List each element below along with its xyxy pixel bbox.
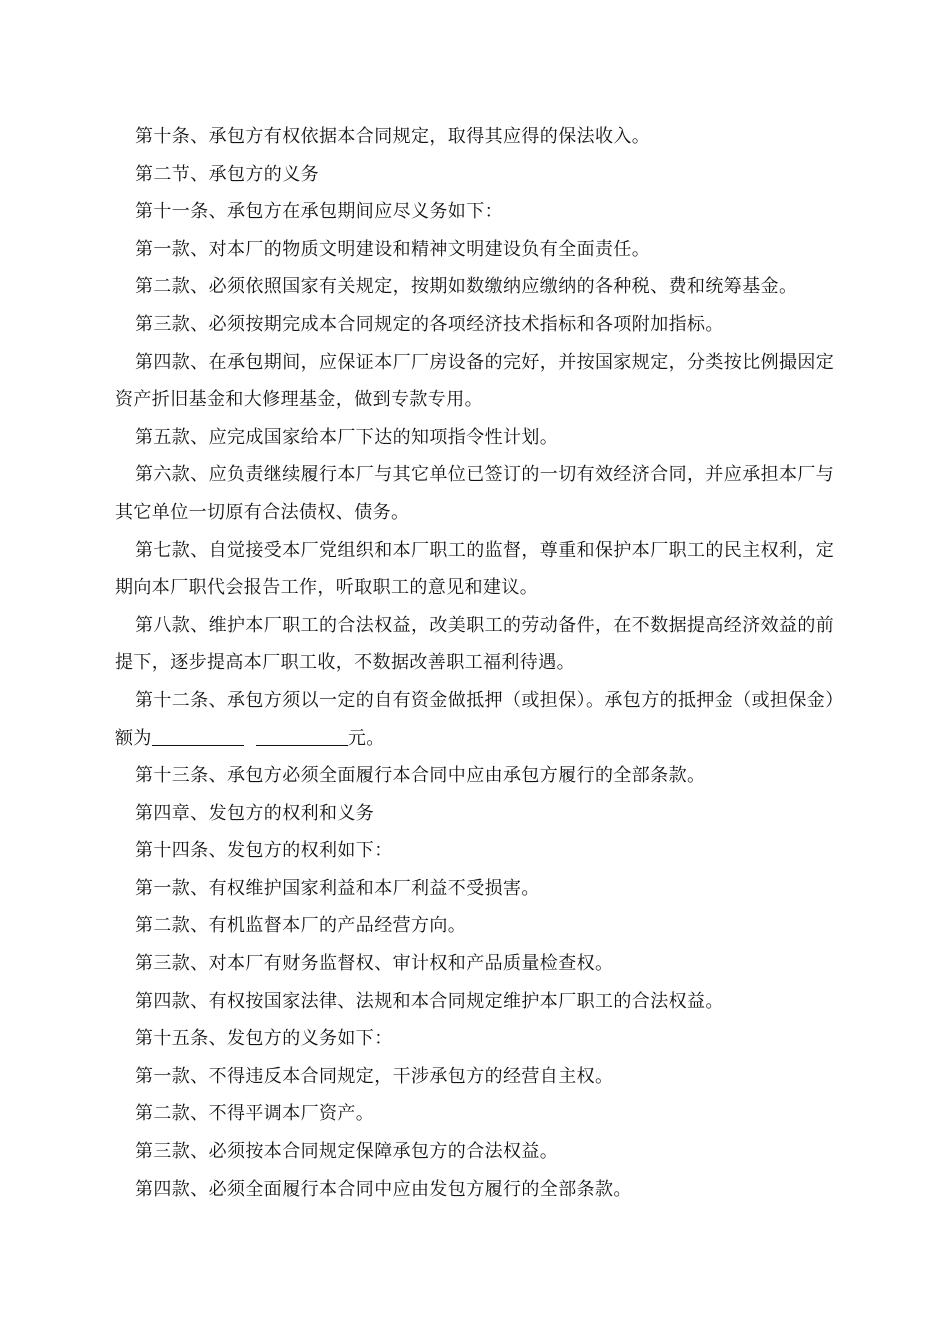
deposit-amount-blank-1 xyxy=(152,727,244,746)
clause-11-item-1: 第一款、对本厂的物质文明建设和精神文明建设负有全面责任。 xyxy=(135,238,651,260)
chapter-4-heading: 第四章、发包方的权利和义务 xyxy=(135,802,375,824)
clause-15-item-1: 第一款、不得违反本合同规定，干涉承包方的经营自主权。 xyxy=(135,1065,614,1087)
clause-14-item-2: 第二款、有机监督本厂的产品经营方向。 xyxy=(135,915,467,937)
clause-11-item-5: 第五款、应完成国家给本厂下达的知项指令性计划。 xyxy=(135,426,559,448)
clause-15-item-3: 第三款、必须按本合同规定保障承包方的合法权益。 xyxy=(135,1141,559,1163)
clause-11: 第十一条、承包方在承包期间应尽义务如下： xyxy=(135,201,503,223)
clause-11-item-7: 第七款、自觉接受本厂党组织和本厂职工的监督，尊重和保护本厂职工的民主权利，定期向本厂职代会报告工作，听取职工的意见和建议。 xyxy=(115,539,835,599)
clause-14-item-4: 第四款、有权按国家法律、法规和本合同规定维护本厂职工的合法权益。 xyxy=(135,990,724,1012)
clause-15-item-2: 第二款、不得平调本厂资产。 xyxy=(135,1103,375,1125)
clause-14-item-3: 第三款、对本厂有财务监督权、审计权和产品质量检查权。 xyxy=(135,953,614,975)
clause-14: 第十四条、发包方的权利如下： xyxy=(135,840,393,862)
contract-body xyxy=(115,118,840,1208)
clause-15-item-4: 第四款、必须全面履行本合同中应由发包方履行的全部条款。 xyxy=(135,1178,632,1200)
clause-13: 第十三条、承包方必须全面履行本合同中应由承包方履行的全部条款。 xyxy=(135,765,706,787)
clause-11-item-3: 第三款、必须按期完成本合同规定的各项经济技术指标和各项附加指标。 xyxy=(135,313,724,335)
clause-11-item-2: 第二款、必须依照国家有关规定，按期如数缴纳应缴纳的各种税、费和统筹基金。 xyxy=(135,276,798,298)
clause-10: 第十条、承包方有权依据本合同规定，取得其应得的保法收入。 xyxy=(135,126,651,147)
clause-12 xyxy=(115,682,840,757)
clause-11-item-4: 第四款、在承包期间，应保证本厂厂房设备的完好，并按国家规定，分类按比例撮因定资产折旧基金和大修理基金，做到专款专用。 xyxy=(115,351,835,411)
clause-11-item-8: 第八款、维护本厂职工的合法权益，改美职工的劳动备件，在不数据提高经济效益的前提下，逐步提高本厂职工收，不数据改善职工福利待遇。 xyxy=(115,614,835,674)
section-2-heading: 第二节、承包方的义务 xyxy=(135,163,319,185)
clause-12-text: 第十二条、承包方须以一定的自有资金做抵押（或担保）。承包方的抵押金（或担保金）额为 xyxy=(115,689,835,749)
clause-12-unit: 元。 xyxy=(347,727,385,749)
clause-15: 第十五条、发包方的义务如下： xyxy=(135,1028,393,1050)
clause-14-item-1: 第一款、有权维护国家利益和本厂利益不受损害。 xyxy=(135,877,540,899)
clause-11-item-6: 第六款、应负责继续履行本厂与其它单位已签订的一切有效经济合同，并应承担本厂与其它单位一切原有合法债权、债务。 xyxy=(115,464,835,523)
deposit-amount-blank-2 xyxy=(256,727,348,746)
